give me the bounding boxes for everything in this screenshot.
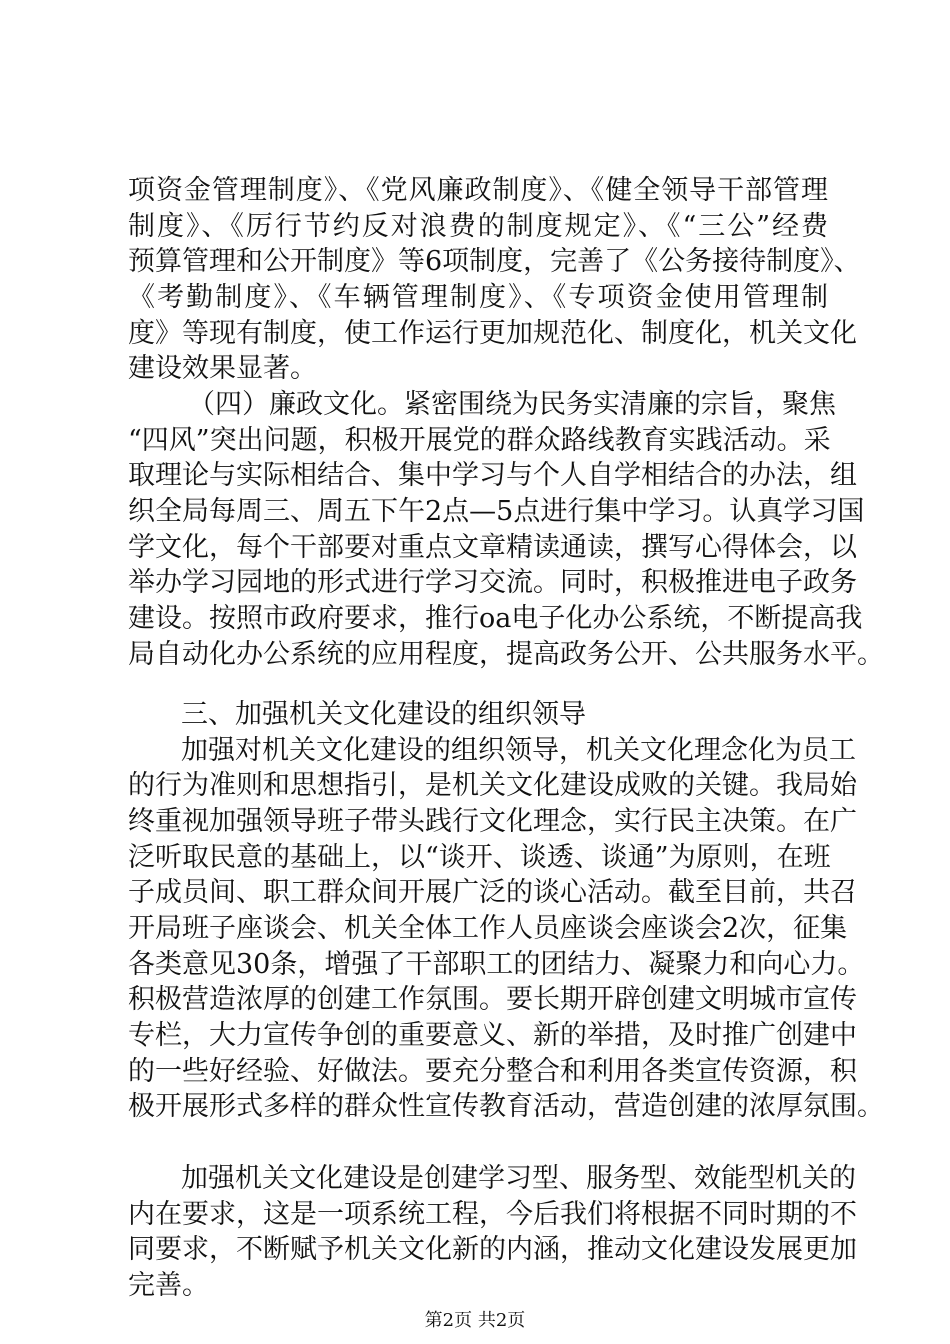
paragraph-line: 建设效果显著。 (128, 353, 317, 384)
page-number-footer: 第2页 共2页 (424, 1310, 526, 1331)
paragraph-line: 完善。 (128, 1270, 209, 1301)
paragraph-line: 项资金管理制度》、《党风廉政制度》、《健全领导干部管理 (128, 175, 828, 206)
paragraph-line: 学文化，每个干部要对重点文章精读通读，撰写心得体会，以 (128, 532, 857, 563)
paragraph-line: 的行为准则和思想指引，是机关文化建设成败的关键。我局始 (128, 770, 857, 801)
paragraph-line: 子成员间、职工群众间开展广泛的谈心活动。截至目前，共召 (128, 877, 857, 908)
paragraph-line: 开局班子座谈会、机关全体工作人员座谈会座谈会2次，征集 (128, 913, 848, 944)
paragraph-line: 的一些好经验、好做法。要充分整合和利用各类宣传资源，积 (128, 1056, 857, 1087)
paragraph-line: 专栏，大力宣传争创的重要意义、新的举措，及时推广创建中 (128, 1020, 857, 1051)
paragraph-line: “四风”突出问题，积极开展党的群众路线教育实践活动。采 (128, 425, 831, 456)
paragraph-line: 局自动化办公系统的应用程度，提高政务公开、公共服务水平。 (128, 639, 884, 670)
paragraph-line: 制度》、《厉行节约反对浪费的制度规定》、《“三公”经费 (128, 211, 828, 242)
paragraph-line: （四）廉政文化。紧密围绕为民务实清廉的宗旨，聚焦 (188, 389, 836, 420)
paragraph-line: 各类意见30条，增强了干部职工的团结力、凝聚力和向心力。 (128, 949, 865, 980)
paragraph-line: 度》等现有制度，使工作运行更加规范化、制度化，机关文化 (128, 318, 857, 349)
paragraph-line: 加强机关文化建设是创建学习型、服务型、效能型机关的 (181, 1163, 856, 1194)
paragraph-line: 建设。按照市政府要求，推行oa电子化办公系统，不断提高我 (128, 603, 863, 634)
paragraph-line: 预算管理和公开制度》等6项制度，完善了《公务接待制度》、 (128, 246, 861, 277)
paragraph-line: 举办学习园地的形式进行学习交流。同时，积极推进电子政务 (128, 567, 857, 598)
paragraph-line: 《考勤制度》、《车辆管理制度》、《专项资金使用管理制 (128, 282, 828, 313)
paragraph-line: 积极营造浓厚的创建工作氛围。要长期开辟创建文明城市宣传 (128, 984, 857, 1015)
paragraph-line: 泛听取民意的基础上，以“谈开、谈透、谈通”为原则，在班 (128, 842, 831, 873)
paragraph-line: 同要求，不断赋予机关文化新的内涵，推动文化建设发展更加 (128, 1234, 857, 1265)
section-heading: 三、加强机关文化建设的组织领导 (181, 699, 586, 730)
paragraph-line: 取理论与实际相结合、集中学习与个人自学相结合的办法，组 (128, 460, 857, 491)
paragraph-line: 极开展形式多样的群众性宣传教育活动，营造创建的浓厚氛围。 (128, 1091, 884, 1122)
paragraph-line: 内在要求，这是一项系统工程，今后我们将根据不同时期的不 (128, 1199, 857, 1230)
paragraph-line: 加强对机关文化建设的组织领导，机关文化理念化为员工 (181, 735, 856, 766)
paragraph-line: 织全局每周三、周五下午2点—5点进行集中学习。认真学习国 (128, 496, 865, 527)
paragraph-line: 终重视加强领导班子带头践行文化理念，实行民主决策。在广 (128, 806, 857, 837)
